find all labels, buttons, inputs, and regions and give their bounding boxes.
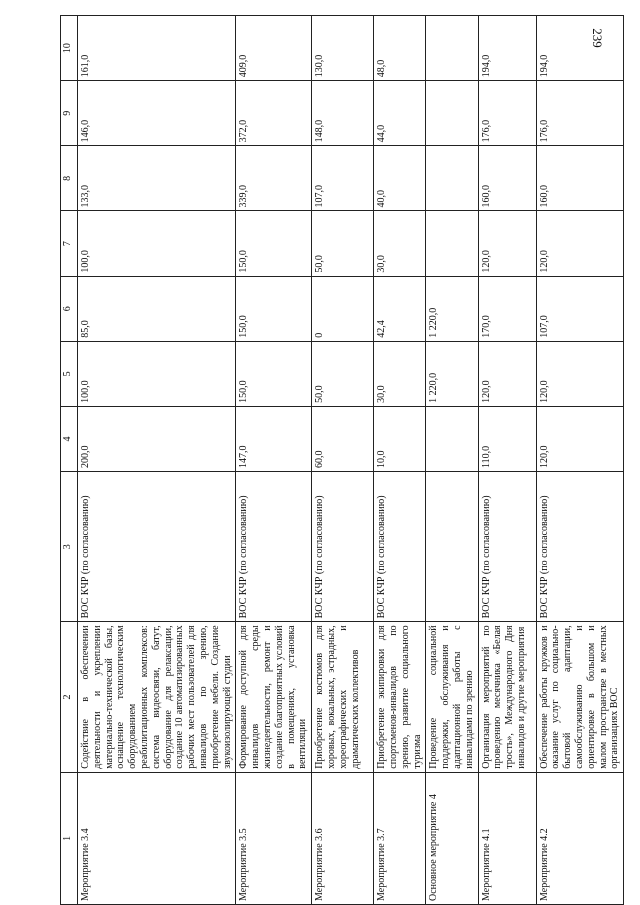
value-cell: 1 220,0 [426, 341, 478, 406]
value-cell: 133,0 [78, 146, 236, 211]
value-cell: 170,0 [478, 276, 536, 341]
column-header: 3 [61, 472, 78, 622]
value-cell: 100,0 [78, 211, 236, 276]
value-cell: 85,0 [78, 276, 236, 341]
value-cell: 161,0 [78, 16, 236, 81]
value-cell: 176,0 [478, 81, 536, 146]
value-cell [426, 16, 478, 81]
value-cell: 160,0 [536, 146, 624, 211]
executor: ВОС КЧР (по согласованию) [78, 472, 236, 622]
table-row [236, 16, 312, 905]
executor: ВОС КЧР (по согласованию) [374, 472, 426, 622]
measure-description: Содействие в обеспечении деятельности и укреплении материально-технической базы, оснащение технологическим оборудованием реабилитационных комплексов: система видеосвязи, батут, оборудование для релаксации, создание 10 автоматизированных рабочих мест пользователей для инвалидов по зрению, приобретение мебели. Создание звукоизолирующей студии [78, 622, 236, 772]
value-cell: 130,0 [312, 16, 374, 81]
column-header: 1 [61, 772, 78, 904]
measure-description: Обеспечение работы кружков и оказание услуг по социально-бытовой адаптации, самообслуживанию и ориентировке в большом и малом пространстве в местных организациях ВОС [536, 622, 624, 772]
table-row [78, 16, 236, 905]
value-cell [426, 146, 478, 211]
value-cell: 48,0 [374, 16, 426, 81]
value-cell: 50,0 [312, 211, 374, 276]
value-cell: 42,4 [374, 276, 426, 341]
measure-id: Мероприятие 3.6 [312, 772, 374, 904]
value-cell: 30,0 [374, 211, 426, 276]
measure-id: Мероприятие 4.2 [536, 772, 624, 904]
value-cell: 194,0 [478, 16, 536, 81]
measure-description: Приобретение костюмов для хоровых, вокальных, эстрадных, хореографических и драматических коллективов [312, 622, 374, 772]
value-cell: 339,0 [236, 146, 312, 211]
value-cell: 200,0 [78, 406, 236, 471]
column-header: 5 [61, 341, 78, 406]
value-cell: 194,0 [536, 16, 624, 81]
value-cell: 147,0 [236, 406, 312, 471]
column-header: 2 [61, 622, 78, 772]
executor: ВОС КЧР (по согласованию) [312, 472, 374, 622]
table-row [426, 16, 478, 905]
column-header: 4 [61, 406, 78, 471]
value-cell: 30,0 [374, 341, 426, 406]
value-cell: 146,0 [78, 81, 236, 146]
table-row [478, 16, 536, 905]
column-header: 10 [61, 16, 78, 81]
column-number-row [61, 16, 78, 905]
value-cell: 50,0 [312, 341, 374, 406]
value-cell: 107,0 [536, 276, 624, 341]
value-cell: 10,0 [374, 406, 426, 471]
measure-description: Организация мероприятий по проведению месячника «Белая трость», Международного Дня инвалидов и другие мероприятия [478, 622, 536, 772]
value-cell: 160,0 [478, 146, 536, 211]
column-header: 9 [61, 81, 78, 146]
measure-id: Мероприятие 3.5 [236, 772, 312, 904]
rotated-table-container [60, 15, 620, 905]
value-cell: 60,0 [312, 406, 374, 471]
value-cell [426, 406, 478, 471]
executor: ВОС КЧР (по согласованию) [478, 472, 536, 622]
value-cell: 0 [312, 276, 374, 341]
executor [426, 472, 478, 622]
table-row [536, 16, 624, 905]
value-cell: 150,0 [236, 276, 312, 341]
value-cell [426, 81, 478, 146]
value-cell: 120,0 [536, 341, 624, 406]
value-cell: 44,0 [374, 81, 426, 146]
value-cell: 107,0 [312, 146, 374, 211]
value-cell: 120,0 [536, 406, 624, 471]
value-cell: 409,0 [236, 16, 312, 81]
value-cell [426, 211, 478, 276]
measure-id: Мероприятие 3.4 [78, 772, 236, 904]
program-measures-table [60, 15, 624, 905]
value-cell: 176,0 [536, 81, 624, 146]
measure-id: Мероприятие 3.7 [374, 772, 426, 904]
measure-description: Проведение социальной поддержки, обслуживания и адаптационной работы с инвалидами по зрению [426, 622, 478, 772]
value-cell: 372,0 [236, 81, 312, 146]
value-cell: 150,0 [236, 341, 312, 406]
value-cell: 148,0 [312, 81, 374, 146]
value-cell: 110,0 [478, 406, 536, 471]
value-cell: 120,0 [478, 341, 536, 406]
column-header: 6 [61, 276, 78, 341]
value-cell: 40,0 [374, 146, 426, 211]
table-row [312, 16, 374, 905]
measure-id: Мероприятие 4.1 [478, 772, 536, 904]
value-cell: 100,0 [78, 341, 236, 406]
executor: ВОС КЧР (по согласованию) [236, 472, 312, 622]
column-header: 7 [61, 211, 78, 276]
measure-id: Основное мероприятие 4 [426, 772, 478, 904]
measure-description: Формирование доступной для инвалидов среды жизнедеятельности, ремонт и создание благоприятных условий в помещениях, установка вентиляции [236, 622, 312, 772]
executor: ВОС КЧР (по согласованию) [536, 472, 624, 622]
page-number: 239 [589, 28, 605, 48]
value-cell: 120,0 [536, 211, 624, 276]
value-cell: 120,0 [478, 211, 536, 276]
column-header: 8 [61, 146, 78, 211]
measure-description: Приобретение экипировки для спортсменов-инвалидов по зрению, развитие социального туризма [374, 622, 426, 772]
value-cell: 150,0 [236, 211, 312, 276]
table-row [374, 16, 426, 905]
value-cell: 1 220,0 [426, 276, 478, 341]
